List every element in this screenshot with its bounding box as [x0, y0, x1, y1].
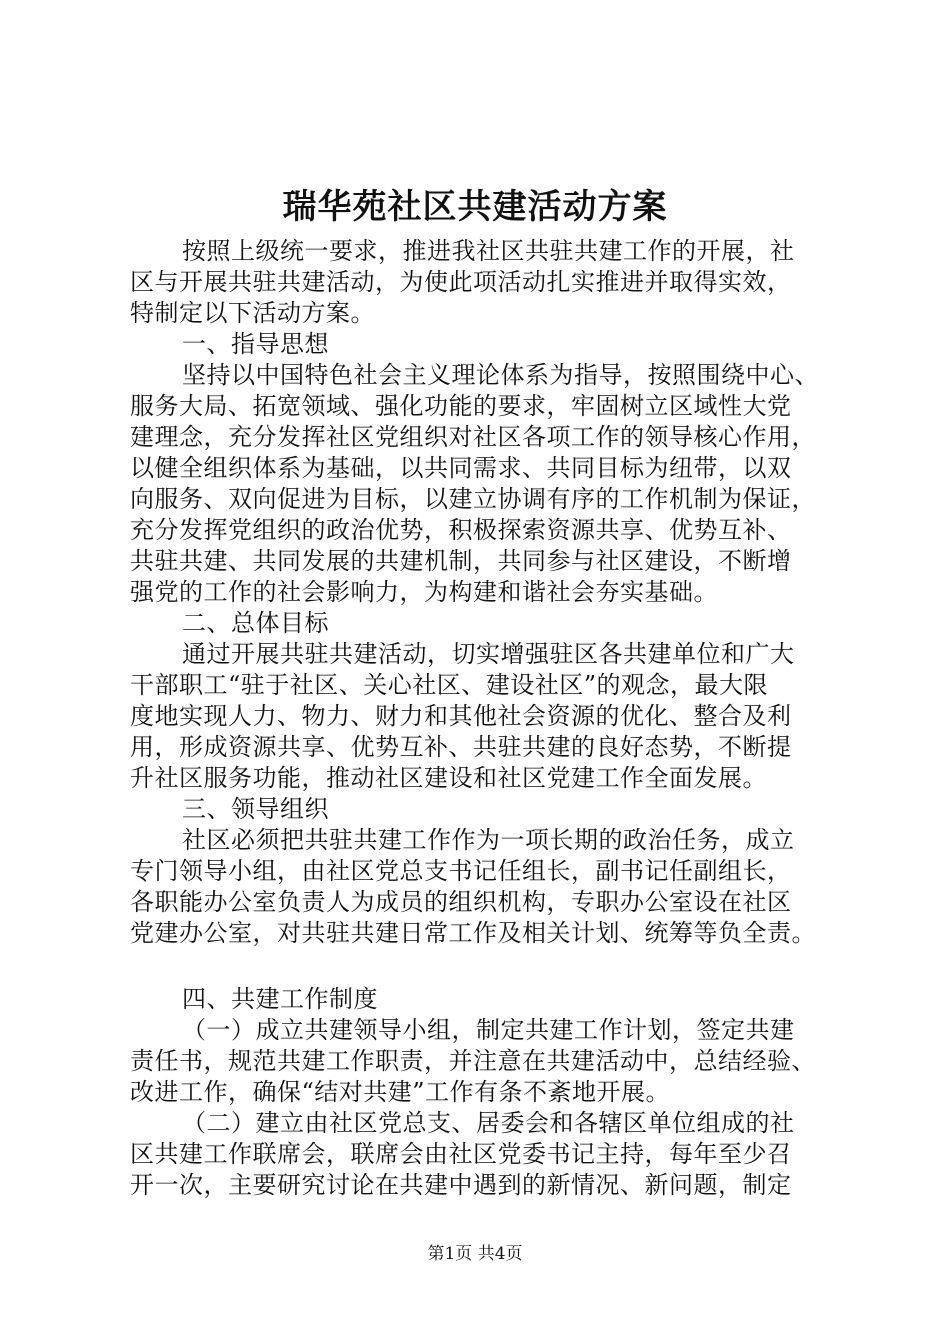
- paragraph-gap: [130, 949, 850, 984]
- page-number: 第1页 共4页: [427, 1244, 523, 1264]
- paragraph-line: 用，形成资源共享、优势互补、共驻共建的良好态势，不断提: [130, 733, 792, 761]
- section-heading: 二、总体目标: [182, 609, 329, 637]
- paragraph-line: 开一次，主要研究讨论在共建中遇到的新情况、新问题，制定: [130, 1171, 792, 1199]
- paragraph-line: 区共建工作联席会，联席会由社区党委书记主持，每年至少召: [130, 1140, 792, 1168]
- paragraph-line: 升社区服务功能，推动社区建设和社区党建工作全面发展。: [130, 764, 767, 792]
- paragraph-line: （一）成立共建领导小组，制定共建工作计划，签定共建: [182, 1016, 795, 1044]
- paragraph-line: （二）建立由社区党总支、居委会和各辖区单位组成的社: [182, 1109, 795, 1137]
- document-body: [130, 236, 850, 1201]
- paragraph-line: 度地实现人力、物力、财力和其他社会资源的优化、整合及利: [130, 702, 792, 730]
- paragraph-line: 干部职工“驻于社区、关心社区、建设社区”的观念，最大限: [130, 671, 769, 699]
- paragraph-line: 向服务、双向促进为目标，以建立协调有序的工作机制为保证，: [130, 485, 816, 513]
- paragraph-line: 以健全组织体系为基础，以共同需求、共同目标为纽带，以双: [130, 454, 792, 482]
- paragraph-line: 强党的工作的社会影响力，为构建和谐社会夯实基础。: [130, 578, 718, 606]
- section-heading: 三、领导组织: [182, 795, 329, 823]
- paragraph-line: 党建办公室，对共驻共建日常工作及相关计划、统筹等负全责。: [130, 919, 816, 947]
- paragraph-line: 责任书，规范共建工作职责，并注意在共建活动中，总结经验、: [130, 1047, 816, 1075]
- paragraph-line: 共驻共建、共同发展的共建机制，共同参与社区建设，不断增: [130, 547, 792, 575]
- paragraph-line: 社区必须把共驻共建工作作为一项长期的政治任务，成立: [182, 826, 795, 854]
- document-title: 瑞华苑社区共建活动方案: [282, 187, 668, 227]
- paragraph-line: 坚持以中国特色社会主义理论体系为指导，按照围绕中心、: [182, 361, 819, 389]
- paragraph-line: 特制定以下活动方案。: [130, 299, 375, 327]
- paragraph-line: 按照上级统一要求，推进我社区共驻共建工作的开展，社: [182, 237, 795, 265]
- paragraph-line: 通过开展共驻共建活动，切实增强驻区各共建单位和广大: [182, 640, 795, 668]
- section-heading: 一、指导思想: [182, 330, 329, 358]
- paragraph-line: 建理念，充分发挥社区党组织对社区各项工作的领导核心作用，: [130, 423, 816, 451]
- paragraph-line: 服务大局、拓宽领域、强化功能的要求，牢固树立区域性大党: [130, 392, 792, 420]
- paragraph-line: 各职能办公室负责人为成员的组织机构，专职办公室设在社区: [130, 888, 792, 916]
- paragraph-line: 区与开展共驻共建活动，为使此项活动扎实推进并取得实效，: [130, 268, 792, 296]
- paragraph-line: 改进工作，确保“结对共建”工作有条不紊地开展。: [130, 1078, 671, 1106]
- paragraph-line: 专门领导小组，由社区党总支书记任组长，副书记任副组长，: [130, 857, 792, 885]
- section-heading: 四、共建工作制度: [182, 985, 378, 1013]
- paragraph-line: 充分发挥党组织的政治优势，积极探索资源共享、优势互补、: [130, 516, 792, 544]
